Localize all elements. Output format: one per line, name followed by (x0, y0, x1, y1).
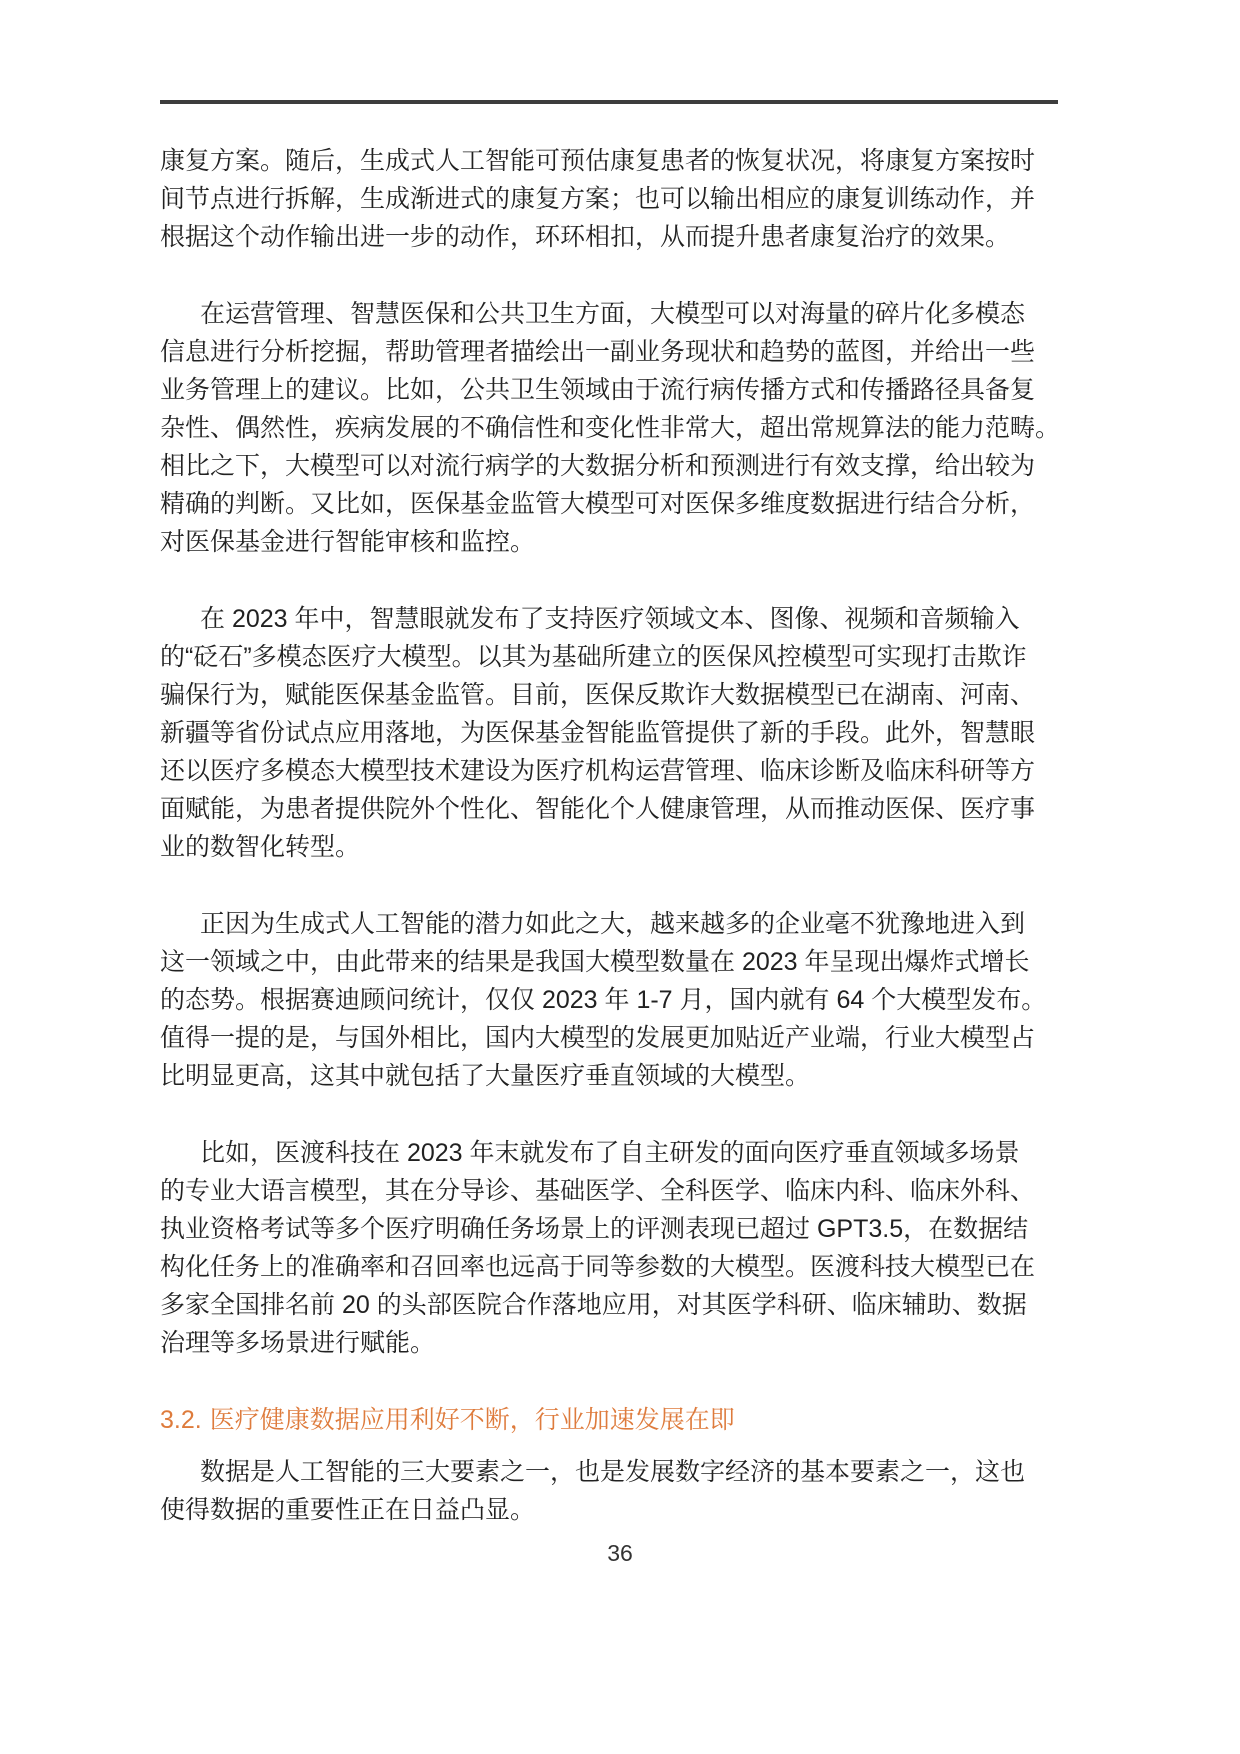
text-line: 值得一提的是，与国外相比，国内大模型的发展更加贴近产业端，行业大模型占 (160, 1024, 1036, 1052)
header-rule (160, 100, 1058, 104)
paragraph (160, 295, 1062, 561)
text-line: 构化任务上的准确率和召回率也远高于同等参数的大模型。医渡科技大模型已在 (160, 1253, 1036, 1281)
text-line: 的“砭石”多模态医疗大模型。以其为基础所建立的医保风控模型可实现打击欺诈 (160, 643, 1027, 671)
text-line: 执业资格考试等多个医疗明确任务场景上的评测表现已超过 GPT3.5，在数据结 (160, 1215, 1029, 1243)
text-line: 相比之下，大模型可以对流行病学的大数据分析和预测进行有效支撑，给出较为 (160, 452, 1036, 480)
paragraph (160, 600, 1062, 866)
paragraph (160, 142, 1062, 256)
text-line: 康复方案。随后，生成式人工智能可预估康复患者的恢复状况，将康复方案按时 (160, 147, 1036, 175)
section-heading (160, 1401, 1062, 1439)
text-line: 业的数智化转型。 (160, 833, 361, 861)
text-line: 在 2023 年中，智慧眼就发布了支持医疗领域文本、图像、视频和音频输入 (200, 605, 1020, 633)
text-line: 间节点进行拆解，生成渐进式的康复方案；也可以输出相应的康复训练动作，并 (160, 185, 1036, 213)
text-line: 对医保基金进行智能审核和监控。 (160, 528, 536, 556)
paragraph (160, 1453, 1062, 1529)
paragraph (160, 905, 1062, 1095)
text-line: 新疆等省份试点应用落地，为医保基金智能监管提供了新的手段。此外，智慧眼 (160, 719, 1036, 747)
text-line: 的专业大语言模型，其在分导诊、基础医学、全科医学、临床内科、临床外科、 (160, 1177, 1036, 1205)
text-line: 骗保行为，赋能医保基金监管。目前，医保反欺诈大数据模型已在湖南、河南、 (160, 681, 1036, 709)
text-line: 的态势。根据赛迪顾问统计，仅仅 2023 年 1-7 月，国内就有 64 个大模型发布。 (160, 986, 1047, 1014)
text-line: 使得数据的重要性正在日益凸显。 (160, 1496, 536, 1524)
text-line: 数据是人工智能的三大要素之一，也是发展数字经济的基本要素之一，这也 (200, 1458, 1026, 1486)
text-line: 根据这个动作输出进一步的动作，环环相扣，从而提升患者康复治疗的效果。 (160, 223, 1011, 251)
text-line: 正因为生成式人工智能的潜力如此之大，越来越多的企业毫不犹豫地进入到 (200, 910, 1026, 938)
text-line: 精确的判断。又比如，医保基金监管大模型可对医保多维度数据进行结合分析， (160, 490, 1036, 518)
section-title: 医疗健康数据应用利好不断，行业加速发展在即 (209, 1406, 735, 1434)
text-line: 治理等多场景进行赋能。 (160, 1329, 436, 1357)
text-line: 杂性、偶然性，疾病发展的不确信性和变化性非常大，超出常规算法的能力范畴。 (160, 414, 1061, 442)
section-number: 3.2. (160, 1406, 202, 1434)
document-body (160, 142, 1062, 1568)
text-line: 还以医疗多模态大模型技术建设为医疗机构运营管理、临床诊断及临床科研等方 (160, 757, 1036, 785)
text-line: 比明显更高，这其中就包括了大量医疗垂直领域的大模型。 (160, 1062, 811, 1090)
paragraph (160, 1134, 1062, 1362)
page-footer (0, 1540, 1240, 1567)
text-line: 比如，医渡科技在 2023 年末就发布了自主研发的面向医疗垂直领域多场景 (200, 1139, 1020, 1167)
text-line: 业务管理上的建议。比如，公共卫生领域由于流行病传播方式和传播路径具备复 (160, 376, 1036, 404)
page-number: 36 (607, 1540, 633, 1566)
text-line: 多家全国排名前 20 的头部医院合作落地应用，对其医学科研、临床辅助、数据 (160, 1291, 1027, 1319)
text-line: 在运营管理、智慧医保和公共卫生方面，大模型可以对海量的碎片化多模态 (200, 300, 1026, 328)
text-line: 这一领域之中，由此带来的结果是我国大模型数量在 2023 年呈现出爆炸式增长 (160, 948, 1030, 976)
text-line: 面赋能，为患者提供院外个性化、智能化个人健康管理，从而推动医保、医疗事 (160, 795, 1036, 823)
text-line: 信息进行分析挖掘，帮助管理者描绘出一副业务现状和趋势的蓝图，并给出一些 (160, 338, 1036, 366)
